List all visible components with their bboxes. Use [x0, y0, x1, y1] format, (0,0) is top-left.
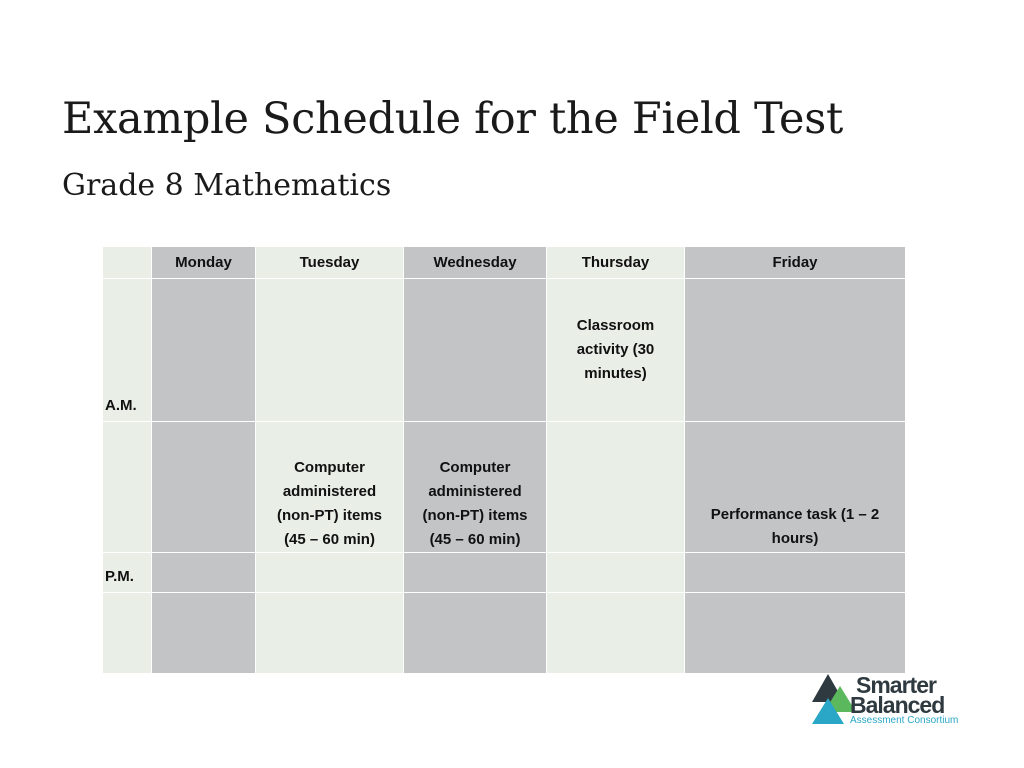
cell-label-extra — [103, 593, 152, 674]
pm-row-1 — [103, 422, 906, 553]
cell-tuesday-extra — [256, 593, 404, 674]
pm-row-2 — [103, 553, 906, 593]
logo-text-balanced: Balanced — [850, 692, 945, 718]
cell-wednesday-extra — [404, 593, 547, 674]
thursday-am-text: Classroom activity (30 minutes) — [576, 317, 655, 382]
cell-tuesday-pm-1 — [256, 422, 404, 553]
cell-wednesday-pm-2 — [404, 553, 547, 593]
cell-monday-extra — [152, 593, 256, 674]
header-tuesday: Tuesday — [256, 247, 404, 279]
logo-text-smarter: Smarter — [856, 672, 936, 698]
cell-friday-am — [685, 279, 906, 422]
slide-title: Example Schedule for the Field Test — [62, 94, 843, 144]
cell-thursday-am — [547, 279, 685, 422]
header-monday: Monday — [152, 247, 256, 279]
logo-text-consortium: Assessment Consortium — [850, 715, 959, 726]
cell-wednesday-pm-1 — [404, 422, 547, 553]
cell-monday-am — [152, 279, 256, 422]
cell-friday-pm-1 — [685, 422, 906, 553]
smarter-balanced-logo — [810, 672, 980, 728]
extra-row — [103, 593, 906, 674]
slide-subtitle: Grade 8 Mathematics — [62, 168, 392, 203]
cell-tuesday-pm-2 — [256, 553, 404, 593]
cell-monday-pm-1 — [152, 422, 256, 553]
tuesday-pm-text: Computer administered (non-PT) items (45 – 60 min) — [277, 459, 382, 548]
pm-label: P.M. — [103, 553, 152, 593]
cell-monday-pm-2 — [152, 553, 256, 593]
header-row — [103, 247, 906, 279]
cell-tuesday-am — [256, 279, 404, 422]
am-row — [103, 279, 906, 422]
cell-thursday-pm-1 — [547, 422, 685, 553]
wednesday-pm-text: Computer administered (non-PT) items (45 – 60 min) — [422, 459, 528, 548]
am-label: A.M. — [103, 279, 152, 422]
friday-pm-text: Performance task (1 – 2 hours) — [710, 506, 880, 547]
cell-thursday-pm-2 — [547, 553, 685, 593]
cell-label-pm-1 — [103, 422, 152, 553]
header-wednesday: Wednesday — [404, 247, 547, 279]
schedule-table — [102, 246, 906, 674]
header-thursday: Thursday — [547, 247, 685, 279]
cell-wednesday-am — [404, 279, 547, 422]
header-friday: Friday — [685, 247, 906, 279]
cell-friday-extra — [685, 593, 906, 674]
header-corner — [103, 247, 152, 279]
cell-friday-pm-2 — [685, 553, 906, 593]
cell-thursday-extra — [547, 593, 685, 674]
